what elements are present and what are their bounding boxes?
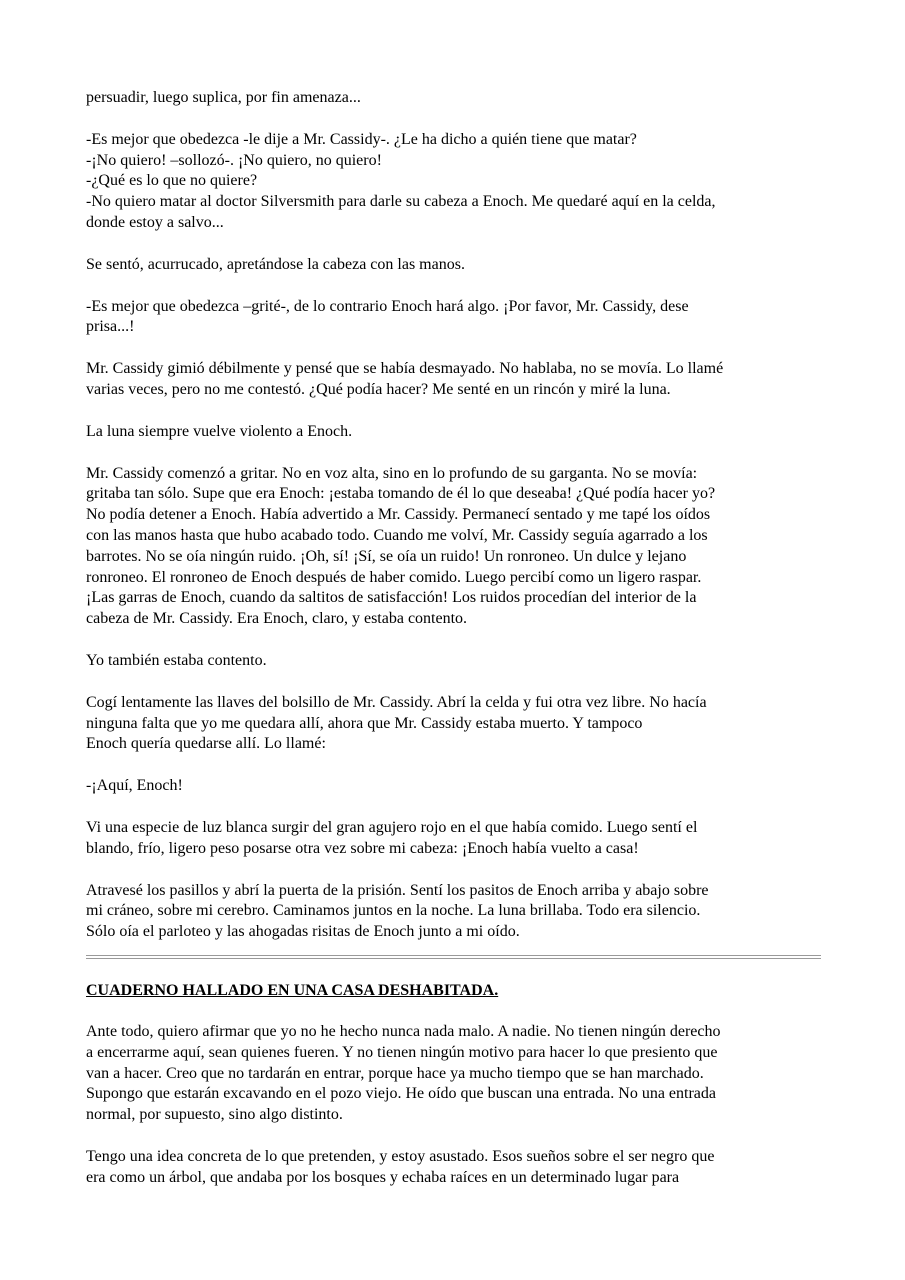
paragraph — [86, 1022, 821, 1126]
text-line: ¡Las garras de Enoch, cuando da saltitos de satisfacción! Los ruidos procedían del interior de la — [86, 589, 697, 607]
paragraph — [86, 464, 821, 630]
text-line: donde estoy a salvo... — [86, 213, 224, 231]
text-line: era como un árbol, que andaba por los bosques y echaba raíces en un determinado lugar para — [86, 1168, 680, 1186]
text-line: Se sentó, acurrucado, apretándose la cabeza con las manos. — [86, 255, 465, 273]
paragraph — [86, 88, 821, 109]
paragraph — [86, 422, 821, 443]
text-line: Atravesé los pasillos y abrí la puerta de la prisión. Sentí los pasitos de Enoch arriba y abajo sobre — [86, 881, 709, 899]
text-line: ninguna falta que yo me quedara allí, ahora que Mr. Cassidy estaba muerto. Y tampoco — [86, 714, 643, 732]
paragraph — [86, 693, 821, 755]
text-line: barrotes. No se oía ningún ruido. ¡Oh, sí! ¡Sí, se oía un ruido! Un ronroneo. Un dulce y lejano — [86, 547, 687, 565]
text-line: -Es mejor que obedezca -le dije a Mr. Cassidy-. ¿Le ha dicho a quién tiene que matar? — [86, 130, 637, 148]
text-line: blando, frío, ligero peso posarse otra vez sobre mi cabeza: ¡Enoch había vuelto a casa! — [86, 839, 639, 857]
section-divider — [86, 955, 821, 959]
text-line: prisa...! — [86, 318, 135, 336]
notebook-section — [86, 1022, 821, 1210]
text-line: gritaba tan sólo. Supe que era Enoch: ¡estaba tomando de él lo que deseaba! ¿Qué podía hacer yo? — [86, 485, 716, 503]
paragraph — [86, 651, 821, 672]
paragraph — [86, 881, 821, 943]
text-line: Supongo que estarán excavando en el pozo viejo. He oído que buscan una entrada. No una entrada — [86, 1085, 716, 1103]
text-line: No podía detener a Enoch. Había advertido a Mr. Cassidy. Permanecí sentado y me tapé los oídos — [86, 506, 711, 524]
text-line: ronroneo. El ronroneo de Enoch después de haber comido. Luego percibí como un ligero raspar. — [86, 568, 702, 586]
text-line: Yo también estaba contento. — [86, 651, 267, 669]
paragraph — [86, 297, 821, 339]
text-line: normal, por supuesto, sino algo distinto. — [86, 1106, 343, 1124]
text-line: a encerrarme aquí, sean quienes fueren. Y no tienen ningún motivo para hacer lo que presiento que — [86, 1043, 718, 1061]
text-line: Tengo una idea concreta de lo que pretenden, y estoy asustado. Esos sueños sobre el ser negro que — [86, 1147, 715, 1165]
paragraph — [86, 818, 821, 860]
text-line: -¡Aquí, Enoch! — [86, 777, 183, 795]
text-line: van a hacer. Creo que no tardarán en entrar, porque hace ya mucho tiempo que se han marchado. — [86, 1064, 704, 1082]
text-line: Ante todo, quiero afirmar que yo no he hecho nunca nada malo. A nadie. No tienen ningún derecho — [86, 1023, 721, 1040]
paragraph — [86, 255, 821, 276]
text-line: La luna siempre vuelve violento a Enoch. — [86, 422, 353, 440]
text-line: cabeza de Mr. Cassidy. Era Enoch, claro, y estaba contento. — [86, 610, 468, 628]
text-line: mi cráneo, sobre mi cerebro. Caminamos juntos en la noche. La luna brillaba. Todo era silencio. — [86, 902, 701, 920]
text-line: -Es mejor que obedezca –grité-, de lo contrario Enoch hará algo. ¡Por favor, Mr. Cassidy, dese — [86, 297, 689, 315]
text-line: Sólo oía el parloteo y las ahogadas risitas de Enoch junto a mi oído. — [86, 923, 520, 941]
text-line: varias veces, pero no me contestó. ¿Qué podía hacer? Me senté en un rincón y miré la luna. — [86, 380, 671, 398]
text-line: persuadir, luego suplica, por fin amenaza... — [86, 89, 361, 106]
text-line: Enoch quería quedarse allí. Lo llamé: — [86, 735, 326, 753]
text-line: -No quiero matar al doctor Silversmith para darle su cabeza a Enoch. Me quedaré aquí en la celda, — [86, 193, 716, 211]
section-heading: CUADERNO HALLADO EN UNA CASA DESHABITADA. — [86, 982, 499, 999]
text-line: Cogí lentamente las llaves del bolsillo de Mr. Cassidy. Abrí la celda y fui otra vez libre. No hacía — [86, 693, 707, 711]
text-line: con las manos hasta que hubo acabado todo. Cuando me volví, Mr. Cassidy seguía agarrado a los — [86, 526, 708, 544]
text-line: Mr. Cassidy gimió débilmente y pensé que se había desmayado. No hablaba, no se movía. Lo llamé — [86, 360, 724, 378]
story-ending-section — [86, 88, 821, 964]
paragraph — [86, 1147, 821, 1189]
text-line: Vi una especie de luz blanca surgir del gran agujero rojo en el que había comido. Luego sentí el — [86, 818, 698, 836]
paragraph — [86, 776, 821, 797]
text-line: Mr. Cassidy comenzó a gritar. No en voz alta, sino en lo profundo de su garganta. No se movía: — [86, 464, 698, 482]
paragraph — [86, 359, 821, 401]
text-line: -¿Qué es lo que no quiere? — [86, 172, 258, 190]
text-line: -¡No quiero! –sollozó-. ¡No quiero, no quiero! — [86, 151, 382, 169]
paragraph — [86, 130, 821, 234]
